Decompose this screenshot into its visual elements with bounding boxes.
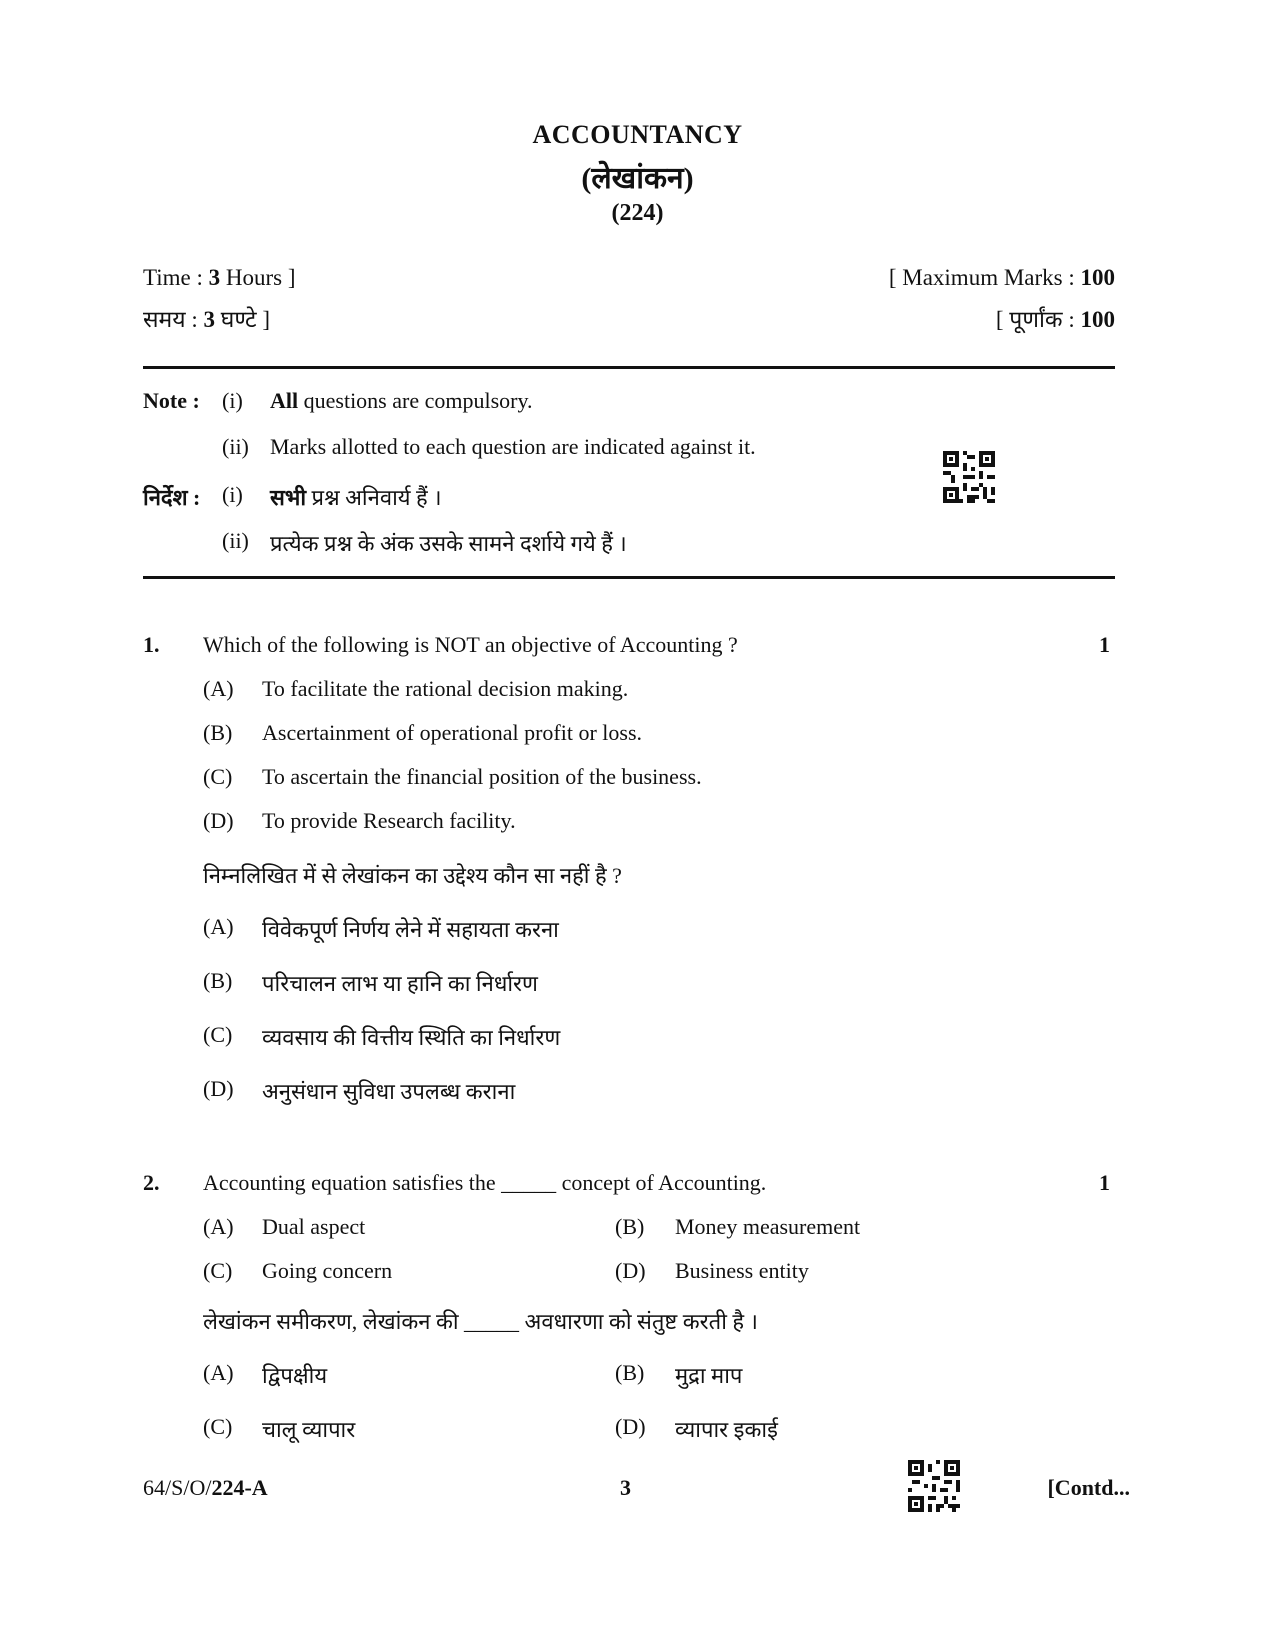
q1-option-d-label: (D) bbox=[203, 808, 234, 833]
q2-option-b-text-hi: मुद्रा माप bbox=[675, 1363, 743, 1388]
q1-option-a-text-hi: विवेकपूर्ण निर्णय लेने में सहायता करना bbox=[262, 917, 559, 942]
footer-qr-code-icon bbox=[908, 1460, 960, 1512]
q2-option-d-text-hi: व्यापार इकाई bbox=[675, 1417, 778, 1442]
q2-option-d-text: Business entity bbox=[675, 1258, 809, 1283]
max-marks-english: [ Maximum Marks : 100 bbox=[888, 265, 1115, 290]
q1-option-c-label: (C) bbox=[203, 764, 233, 789]
q1-option-d-label-hi: (D) bbox=[203, 1076, 234, 1101]
q2-option-c-text: Going concern bbox=[262, 1258, 393, 1283]
time-english: Time : 3 Hours ] bbox=[143, 265, 296, 290]
note-num-1: (i) bbox=[222, 388, 243, 413]
continued-marker: [Contd... bbox=[1047, 1475, 1130, 1500]
max-marks-hindi: [ पूर्णांक : 100 bbox=[995, 307, 1115, 332]
nirdesh-num-1: (i) bbox=[222, 482, 243, 507]
q1-option-b-label-hi: (B) bbox=[203, 968, 233, 993]
q2-option-b-label-hi: (B) bbox=[615, 1360, 645, 1385]
nirdesh-label: निर्देश : bbox=[143, 485, 201, 510]
q2-option-a-label: (A) bbox=[203, 1214, 234, 1239]
q2-option-d-label: (D) bbox=[615, 1258, 646, 1283]
top-divider bbox=[143, 366, 1115, 369]
note-text-1: All questions are compulsory. bbox=[270, 388, 533, 413]
question-2-text-hi: लेखांकन समीकरण, लेखांकन की _____ अवधारणा को संतुष्ट करती है । bbox=[203, 1309, 758, 1334]
question-2-marks: 1 bbox=[1099, 1170, 1110, 1195]
q2-option-a-text: Dual aspect bbox=[262, 1214, 366, 1239]
q1-option-b-text: Ascertainment of operational profit or loss. bbox=[262, 720, 643, 745]
question-1-text-en: Which of the following is NOT an objective of Accounting ? bbox=[203, 632, 738, 657]
q1-option-a-label-hi: (A) bbox=[203, 914, 234, 939]
note-text-2: Marks allotted to each question are indicated against it. bbox=[270, 434, 756, 459]
q2-option-a-text-hi: द्विपक्षीय bbox=[262, 1363, 328, 1388]
question-2-number: 2. bbox=[143, 1170, 160, 1195]
paper-subtitle-hindi: (लेखांकन) bbox=[581, 162, 694, 195]
question-1-number: 1. bbox=[143, 632, 160, 657]
notes-divider bbox=[143, 576, 1115, 579]
page-number: 3 bbox=[620, 1475, 631, 1500]
q1-option-b-label: (B) bbox=[203, 720, 233, 745]
question-1-marks: 1 bbox=[1099, 632, 1110, 657]
nirdesh-text-2: प्रत्येक प्रश्न के अंक उसके सामने दर्शाये गये हैं । bbox=[270, 531, 627, 556]
question-2-text-en: Accounting equation satisfies the _____ concept of Accounting. bbox=[203, 1170, 767, 1195]
q1-option-c-label-hi: (C) bbox=[203, 1022, 233, 1047]
paper-code: (224) bbox=[611, 200, 664, 226]
q1-option-a-text: To facilitate the rational decision making. bbox=[262, 676, 629, 701]
q2-option-a-label-hi: (A) bbox=[203, 1360, 234, 1385]
nirdesh-text-1: सभी प्रश्न अनिवार्य हैं । bbox=[270, 485, 442, 510]
footer-paper-code: 64/S/O/224-A bbox=[143, 1475, 268, 1500]
q1-option-c-text-hi: व्यवसाय की वित्तीय स्थिति का निर्धारण bbox=[262, 1025, 561, 1050]
q2-option-c-text-hi: चालू व्यापार bbox=[262, 1417, 356, 1442]
q2-option-b-label: (B) bbox=[615, 1214, 645, 1239]
q2-option-d-label-hi: (D) bbox=[615, 1414, 646, 1439]
question-1-text-hi: निम्नलिखित में से लेखांकन का उद्देश्य कौन सा नहीं है ? bbox=[203, 863, 622, 888]
q2-option-c-label: (C) bbox=[203, 1258, 233, 1283]
qr-code-icon bbox=[943, 451, 995, 503]
q2-option-b-text: Money measurement bbox=[675, 1214, 861, 1239]
note-label: Note : bbox=[143, 388, 200, 413]
time-hindi: समय : 3 घण्टे ] bbox=[143, 307, 271, 332]
q1-option-d-text-hi: अनुसंधान सुविधा उपलब्ध कराना bbox=[262, 1079, 516, 1104]
note-num-2: (ii) bbox=[222, 434, 249, 459]
paper-title: ACCOUNTANCY bbox=[532, 120, 743, 149]
q1-option-b-text-hi: परिचालन लाभ या हानि का निर्धारण bbox=[262, 971, 538, 996]
q2-option-c-label-hi: (C) bbox=[203, 1414, 233, 1439]
q1-option-d-text: To provide Research facility. bbox=[262, 808, 516, 833]
nirdesh-num-2: (ii) bbox=[222, 528, 249, 553]
q1-option-a-label: (A) bbox=[203, 676, 234, 701]
q1-option-c-text: To ascertain the financial position of the business. bbox=[262, 764, 702, 789]
